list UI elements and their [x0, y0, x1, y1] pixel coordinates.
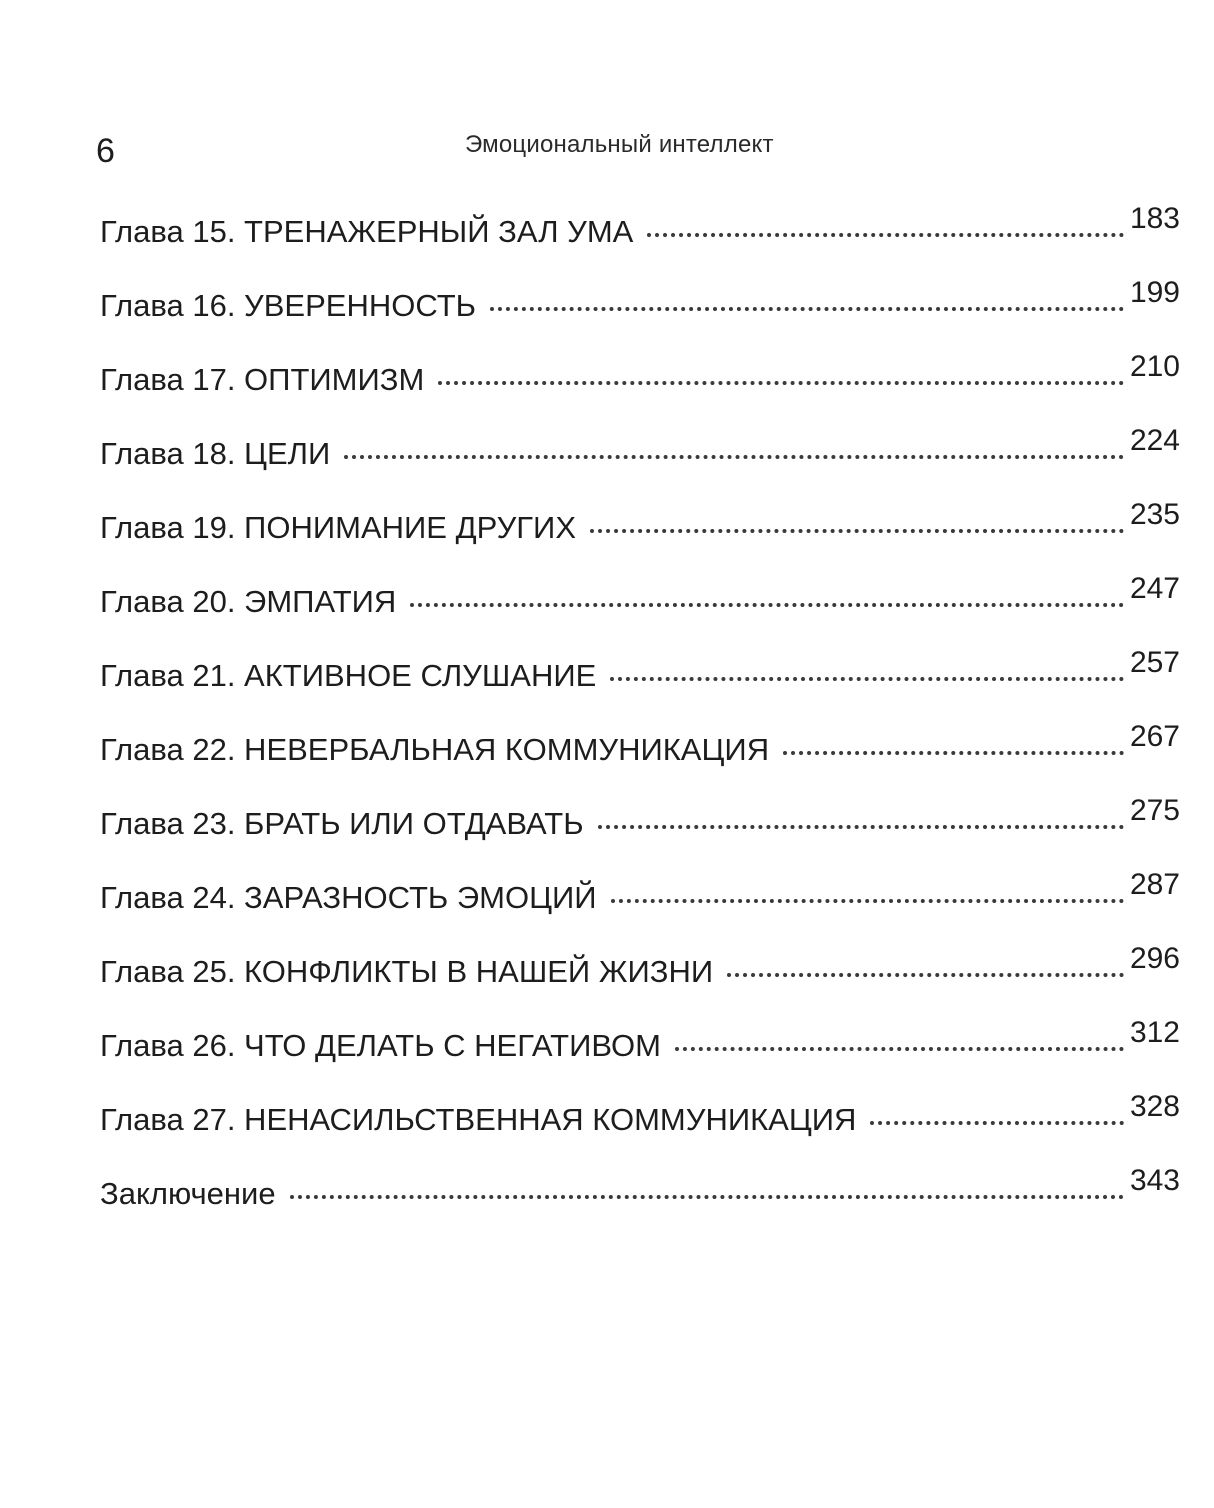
toc-entry[interactable] — [100, 646, 1180, 728]
toc-entry[interactable] — [100, 1090, 1180, 1172]
toc-entry-title: Глава 19. ПОНИМАНИЕ ДРУГИХ — [100, 510, 577, 545]
toc-entry-page: 296 — [1129, 942, 1180, 975]
toc-entry-page: 224 — [1129, 424, 1180, 457]
running-head: Эмоциональный интеллект — [465, 131, 774, 158]
dot-leader — [290, 1195, 1124, 1199]
toc-entry-page: 257 — [1129, 646, 1180, 679]
toc-entry[interactable] — [100, 350, 1180, 432]
toc-entry-page: 312 — [1129, 1016, 1180, 1049]
toc-entry[interactable] — [100, 942, 1180, 1024]
toc-entry-title: Глава 26. ЧТО ДЕЛАТЬ С НЕГАТИВОМ — [100, 1028, 661, 1063]
toc-entry-title: Глава 20. ЭМПАТИЯ — [100, 584, 397, 619]
dot-leader — [611, 899, 1124, 903]
toc-entry-title: Глава 25. КОНФЛИКТЫ В НАШЕЙ ЖИЗНИ — [100, 954, 714, 989]
toc-entry-title: Глава 24. ЗАРАЗНОСТЬ ЭМОЦИЙ — [100, 880, 597, 915]
toc-entry-page: 328 — [1129, 1090, 1180, 1123]
toc-entry[interactable] — [100, 720, 1180, 802]
dot-leader — [675, 1047, 1124, 1051]
toc-entry[interactable] — [100, 572, 1180, 654]
dot-leader — [647, 233, 1124, 237]
dot-leader — [344, 455, 1124, 459]
toc-entry-page: 247 — [1129, 572, 1180, 605]
toc-entry-page: 235 — [1129, 498, 1180, 531]
toc-entry-page: 183 — [1129, 202, 1180, 235]
toc-entry-title: Глава 17. ОПТИМИЗМ — [100, 362, 425, 397]
toc-entry-page: 210 — [1129, 350, 1180, 383]
toc-entry-page: 275 — [1129, 794, 1180, 827]
toc-entry[interactable] — [100, 1016, 1180, 1098]
toc-entry-title: Глава 18. ЦЕЛИ — [100, 436, 331, 471]
dot-leader — [490, 307, 1124, 311]
toc-entry-page: 199 — [1129, 276, 1180, 309]
page-number: 6 — [96, 132, 115, 170]
table-of-contents — [100, 202, 1180, 1246]
dot-leader — [783, 751, 1124, 755]
toc-entry-page: 343 — [1129, 1164, 1180, 1197]
toc-entry-title: Глава 23. БРАТЬ ИЛИ ОТДАВАТЬ — [100, 806, 584, 841]
dot-leader — [610, 677, 1124, 681]
toc-entry[interactable] — [100, 868, 1180, 950]
toc-entry[interactable] — [100, 202, 1180, 284]
toc-entry-title: Глава 16. УВЕРЕННОСТЬ — [100, 288, 476, 323]
toc-entry[interactable] — [100, 424, 1180, 506]
toc-entry-page: 287 — [1129, 868, 1180, 901]
dot-leader — [598, 825, 1124, 829]
toc-entry[interactable] — [100, 276, 1180, 358]
dot-leader — [870, 1121, 1123, 1125]
dot-leader — [410, 603, 1124, 607]
toc-entry[interactable] — [100, 498, 1180, 580]
dot-leader — [727, 973, 1124, 977]
toc-entry-page: 267 — [1129, 720, 1180, 753]
dot-leader — [438, 381, 1124, 385]
toc-entry-title: Глава 15. ТРЕНАЖЕРНЫЙ ЗАЛ УМА — [100, 214, 634, 249]
toc-entry-title: Заключение — [100, 1176, 276, 1211]
toc-entry[interactable] — [100, 794, 1180, 876]
dot-leader — [590, 529, 1124, 533]
toc-entry-title: Глава 27. НЕНАСИЛЬСТВЕННАЯ КОММУНИКАЦИЯ — [100, 1102, 857, 1137]
toc-entry[interactable] — [100, 1164, 1180, 1246]
toc-entry-title: Глава 21. АКТИВНОЕ СЛУШАНИЕ — [100, 658, 597, 693]
toc-entry-title: Глава 22. НЕВЕРБАЛЬНАЯ КОММУНИКАЦИЯ — [100, 732, 770, 767]
